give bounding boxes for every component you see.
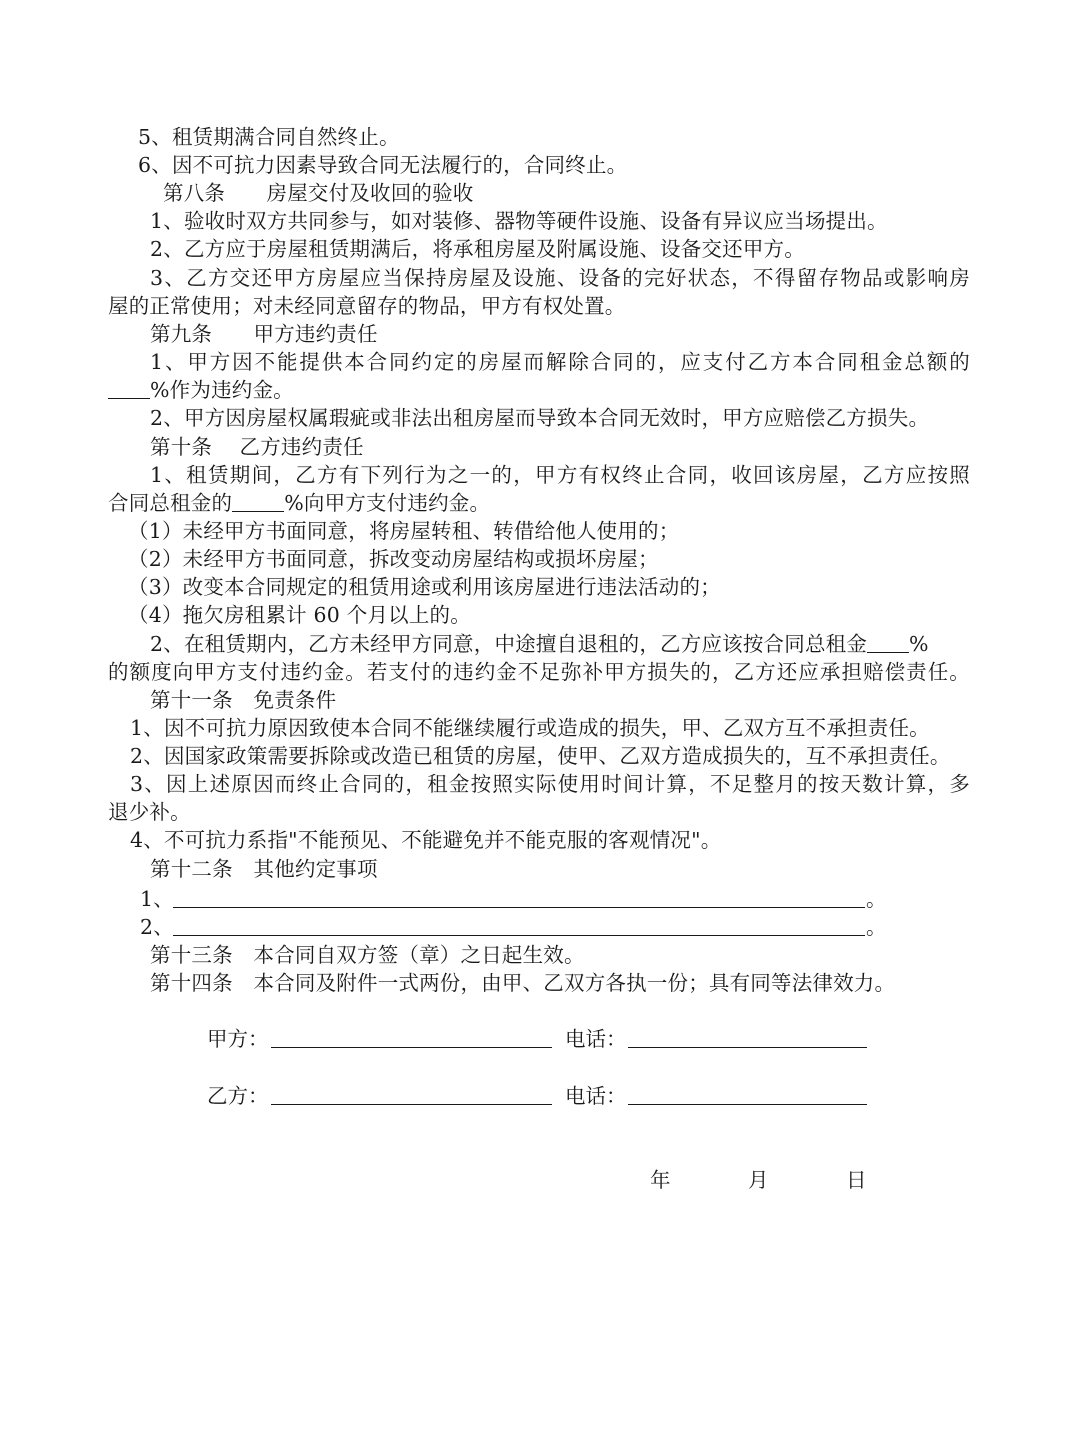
party-a-phone-label: 电话： <box>565 1027 627 1051</box>
percentage-blank[interactable] <box>108 378 150 399</box>
party-b-phone-field[interactable] <box>628 1104 867 1105</box>
article-14: 第十四条 本合同及附件一式两份，由甲、乙双方各执一份；具有同等法律效力。 <box>150 971 896 995</box>
date-month-label: 月 <box>748 1168 769 1192</box>
list-item: （2）未经甲方书面同意，拆改变动房屋结构或损坏房屋； <box>128 547 659 571</box>
article-10-item-1-cont: 合同总租金的 %向甲方支付违约金。 <box>108 491 491 515</box>
article-10-item-1: 1、租赁期间，乙方有下列行为之一的，甲方有权终止合同，收回该房屋，乙方应按照 <box>150 463 970 487</box>
article-8-item-2: 2、乙方应于房屋租赁期满后，将承租房屋及附属设施、设备交还甲方。 <box>150 237 805 261</box>
article-8-item-3: 3、乙方交还甲方房屋应当保持房屋及设施、设备的完好状态，不得留存物品或影响房 <box>150 266 970 290</box>
clause-7-item-6: 6、因不可抗力因素导致合同无法履行的，合同终止。 <box>138 153 628 177</box>
list-item: （1）未经甲方书面同意，将房屋转租、转借给他人使用的； <box>128 519 680 543</box>
article-10-item-2-cont: 的额度向甲方支付违约金。若支付的违约金不足弥补甲方损失的，乙方还应承担赔偿责任。 <box>108 660 970 684</box>
article-11-item-2: 2、因国家政策需要拆除或改造已租赁的房屋，使甲、乙双方造成损失的，互不承担责任。 <box>130 744 951 768</box>
percentage-blank[interactable] <box>232 491 284 512</box>
article-11-item-3: 3、因上述原因而终止合同的，租金按照实际使用时间计算，不足整月的按天数计算，多 <box>130 772 970 796</box>
article-9-item-2: 2、甲方因房屋权属瑕疵或非法出租房屋而导致本合同无效时，甲方应赔偿乙方损失。 <box>150 406 930 430</box>
party-b-label: 乙方： <box>207 1084 269 1108</box>
article-11-item-3-cont: 退少补。 <box>108 800 191 824</box>
list-item: （4）拖欠房租累计 60 个月以上的。 <box>128 603 471 627</box>
party-a-label: 甲方： <box>207 1027 269 1051</box>
list-item: （3）改变本合同规定的租赁用途或利用该房屋进行违法活动的； <box>128 575 721 599</box>
article-9-heading: 第九条 甲方违约责任 <box>150 322 378 346</box>
other-item-2-end: 。 <box>866 915 887 939</box>
party-b-signature-field[interactable] <box>271 1104 552 1105</box>
other-item-1-blank[interactable] <box>173 907 865 908</box>
date-year-label: 年 <box>650 1168 671 1192</box>
percentage-blank[interactable] <box>867 632 909 653</box>
date-day-label: 日 <box>846 1168 867 1192</box>
article-10-heading: 第十条 乙方违约责任 <box>150 435 364 459</box>
party-a-phone-field[interactable] <box>628 1047 867 1048</box>
article-9-item-1: 1、甲方因不能提供本合同约定的房屋而解除合同的，应支付乙方本合同租金总额的 <box>150 350 970 374</box>
article-12-heading: 第十二条 其他约定事项 <box>150 857 378 881</box>
article-9-item-1-cont: %作为违约金。 <box>108 376 294 404</box>
article-8-item-3-cont: 屋的正常使用；对未经同意留存的物品，甲方有权处置。 <box>108 294 626 318</box>
party-b-phone-label: 电话： <box>565 1084 627 1108</box>
other-item-1-end: 。 <box>866 887 887 911</box>
article-11-item-4: 4、不可抗力系指"不能预见、不能避免并不能克服的客观情况"。 <box>130 828 722 852</box>
article-11-heading: 第十一条 免责条件 <box>150 688 337 712</box>
article-10-item-2: 2、在租赁期内，乙方未经甲方同意，中途擅自退租的，乙方应该按合同总租金 % <box>150 632 929 656</box>
other-item-1-number: 1、 <box>140 887 174 911</box>
article-8-item-1: 1、验收时双方共同参与，如对装修、器物等硬件设施、设备有异议应当场提出。 <box>150 209 888 233</box>
article-13: 第十三条 本合同自双方签（章）之日起生效。 <box>150 943 585 967</box>
other-item-2-number: 2、 <box>140 915 174 939</box>
article-8-heading: 第八条 房屋交付及收回的验收 <box>163 181 474 205</box>
party-a-signature-field[interactable] <box>271 1047 552 1048</box>
clause-7-item-5: 5、租赁期满合同自然终止。 <box>138 125 400 149</box>
other-item-2-blank[interactable] <box>173 935 865 936</box>
article-11-item-1: 1、因不可抗力原因致使本合同不能继续履行或造成的损失，甲、乙双方互不承担责任。 <box>130 716 930 740</box>
